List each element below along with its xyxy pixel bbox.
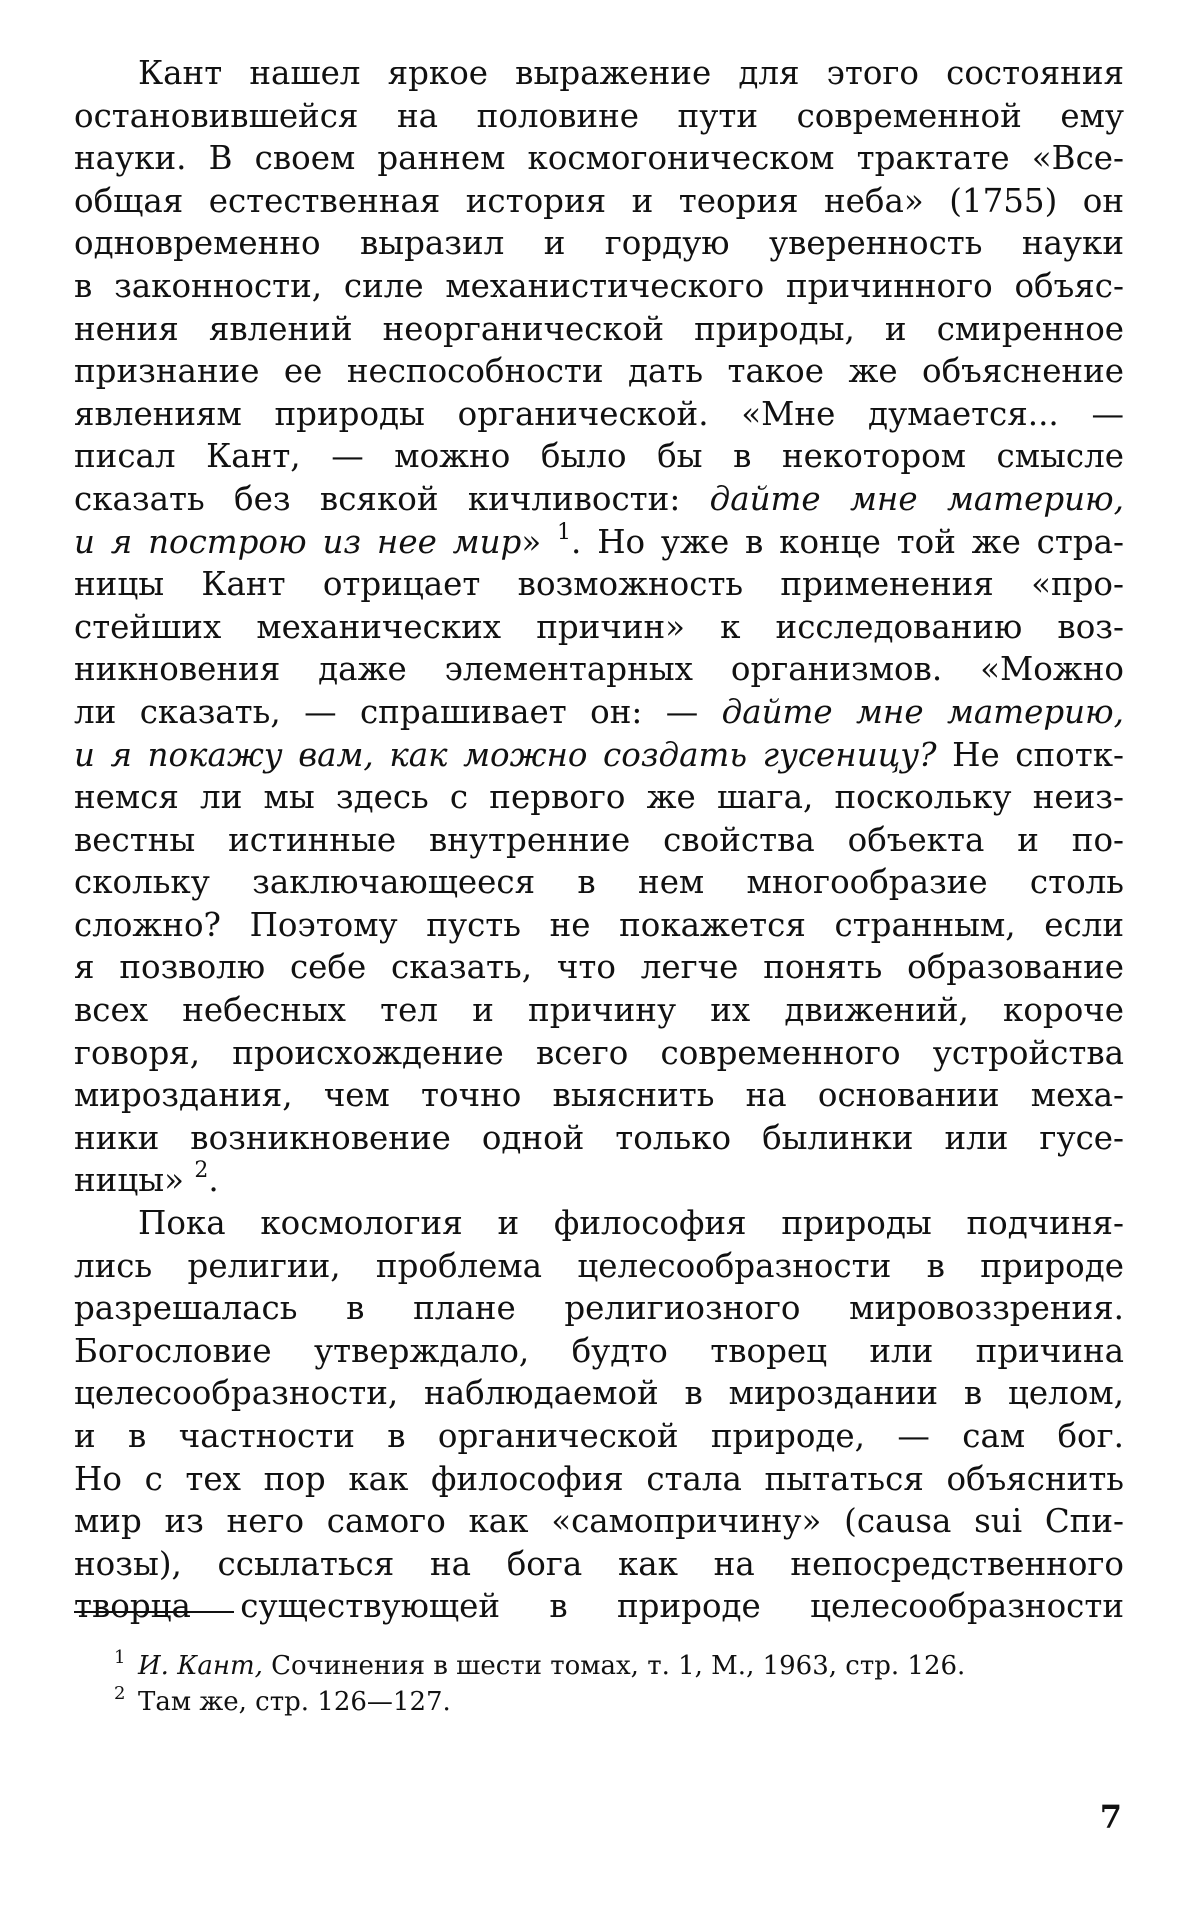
italic-quote: дайте мне материю, [721,692,1124,731]
text-line [74,691,1124,734]
text-line [74,1159,1124,1202]
text-run: сказать без всякой кичливости: [74,479,710,518]
footnote-divider [74,1611,234,1613]
text-line [74,478,1124,521]
text-line: Пока космология и философия природы подчиня- [138,1204,1124,1243]
footnote-ref-2[interactable]: 2 [194,1159,209,1184]
footnote-2 [74,1684,1124,1720]
text-line: немся ли мы здесь с первого же шага, поскольку неиз- [74,778,1124,817]
paragraph-2 [74,1202,1124,1628]
paragraph-1 [74,52,1124,1202]
text-run: . [208,1161,219,1200]
text-line: и в частности в органической природе, — сам бог. [74,1417,1124,1455]
main-text [74,52,1124,1628]
text-line: говоря, происхождение всего современного устройства [74,1033,1124,1072]
text-line: целесообразности, наблюдаемой в мироздании в целом, [74,1374,1124,1413]
text-line: признание ее неспособности дать такое же объяснение [74,352,1124,391]
text-line: творца существующей в природе целесообразности [74,1587,1124,1626]
text-line: одновременно выразил и гордую уверенность науки [74,224,1124,263]
text-run: Не спотк- [936,735,1124,774]
footnote-ref-1[interactable]: 1 [557,520,572,545]
text-line: я позволю себе сказать, что легче понять образование [74,948,1124,987]
footnote-text: Там же, стр. 126—127. [138,1687,451,1717]
text-line: нозы), ссылаться на бога как на непосредственного [74,1544,1124,1583]
text-line: ницы Кант отрицает возможность применения «про- [74,565,1124,604]
text-line: общая естественная история и теория неба» (1755) он [74,181,1124,220]
footnote-number: 1 [114,1647,126,1668]
text-line: науки. В своем раннем космогоническом трактате «Все- [74,139,1124,178]
text-line [74,521,1124,564]
text-run: . Но уже в конце той же стра- [571,522,1124,561]
text-run: ницы» [74,1161,195,1200]
text-run: » [521,522,558,561]
text-line [74,734,1124,777]
italic-quote: и я покажу вам, как можно создать гусеницу? [74,735,937,774]
text-line: сложно? Поэтому пусть не покажется странным, если [74,905,1124,944]
text-line: скольку заключающееся в нем многообразие столь [74,863,1124,902]
footnote-author: И. Кант, [138,1651,263,1681]
text-line: вестны истинные внутренние свойства объекта и по- [74,820,1124,859]
text-line: Кант нашел яркое выражение для этого состояния [138,54,1124,92]
text-line: нения явлений неорганической природы, и смиренное [74,309,1124,348]
italic-quote: дайте мне материю, [709,479,1124,518]
text-line: всех небесных тел и причину их движений, короче [74,991,1124,1030]
text-line: ники возникновение одной только былинки или гусе- [74,1118,1124,1157]
text-line: стейших механических причин» к исследованию воз- [74,607,1124,646]
footnote-number: 2 [114,1683,126,1704]
text-line: писал Кант, — можно было бы в некотором смысле [74,437,1124,476]
text-line: разрешалась в плане религиозного мировоззрения. [74,1289,1124,1328]
footnote-text: Сочинения в шести томах, т. 1, М., 1963, стр. 126. [262,1651,966,1681]
footnote-1 [74,1648,1124,1684]
text-line: Богословие утверждало, будто творец или причина [74,1331,1124,1370]
text-line: мироздания, чем точно выяснить на основании меха- [74,1076,1124,1115]
text-run: ли сказать, — спрашивает он: — [74,692,722,731]
footnotes [74,1648,1124,1720]
text-line: Но с тех пор как философия стала пытаться объяснить [74,1459,1124,1498]
text-line: никновения даже элементарных организмов. «Можно [74,650,1124,689]
text-line: лись религии, проблема целесообразности в природе [74,1246,1124,1285]
text-line: явлениям природы органической. «Мне думается... — [74,394,1124,433]
italic-quote: и я построю из нее мир [74,522,522,561]
text-line: в законности, силе механистического причинного объяс- [74,266,1124,305]
page-number: 7 [1099,1798,1122,1836]
text-line: остановившейся на половине пути современной ему [74,96,1124,135]
text-line: мир из него самого как «самопричину» (causa sui Спи- [74,1502,1124,1541]
